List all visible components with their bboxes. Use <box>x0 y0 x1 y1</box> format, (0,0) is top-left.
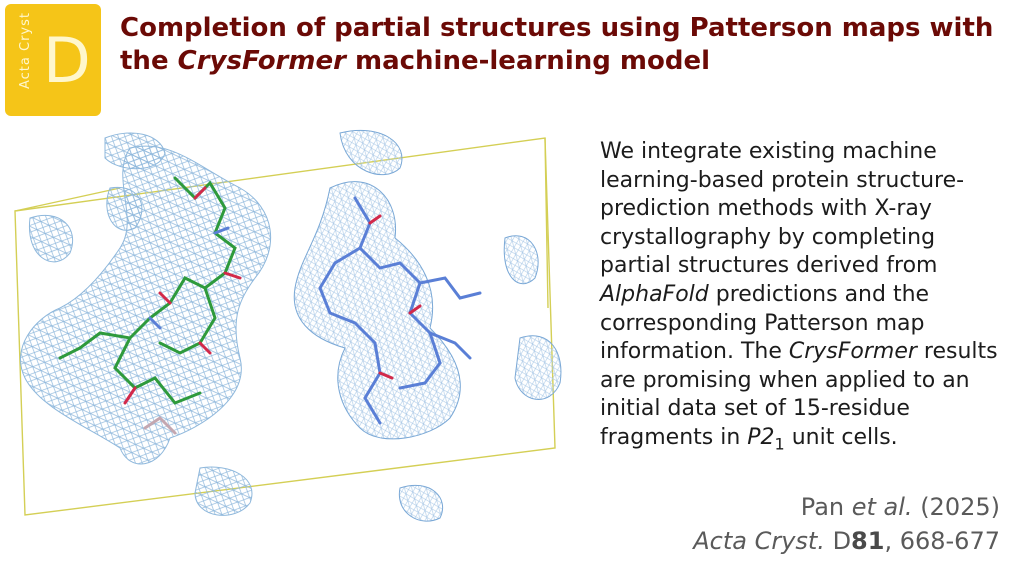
abstract-model-name: CrysFormer <box>788 339 917 365</box>
citation-et-al: et al. <box>851 493 913 521</box>
citation <box>693 490 1000 558</box>
abstract-part-3: results are promising when applied to an initial data set of 15-residue fragments in <box>600 339 998 450</box>
citation-authors: Pan <box>800 493 852 521</box>
abstract-part-1: We integrate existing machine learning-based protein structure-prediction methods with X-ray crystallography by completing partial structures derived from <box>600 139 965 279</box>
density-mesh-right <box>294 130 561 521</box>
citation-volume: 81 <box>851 527 885 555</box>
abstract-text <box>600 138 1000 459</box>
citation-pages: , 668-677 <box>884 527 1000 555</box>
citation-journal: Acta Cryst. <box>693 527 825 555</box>
abstract-method-name: AlphaFold <box>600 281 709 307</box>
logo-journal-name: Acta Cryst <box>18 12 33 89</box>
title-line-1: Completion of partial structures using Patterson maps with <box>120 13 994 43</box>
abstract-part-2: predictions and the corresponding Patterson map information. The <box>600 281 930 365</box>
page-title <box>120 12 1000 78</box>
abstract-space-group: P2 <box>747 424 775 450</box>
electron-density-figure <box>0 128 570 523</box>
title-model-name: CrysFormer <box>177 46 346 76</box>
title-line-2-prefix: the <box>120 46 178 76</box>
title-line-2-suffix: machine-learning model <box>345 46 711 76</box>
logo-section-letter: D <box>43 24 91 97</box>
abstract-space-group-subscript: 1 <box>774 434 785 454</box>
abstract-part-4: unit cells. <box>784 424 898 450</box>
journal-logo <box>5 4 101 116</box>
citation-section: D <box>824 527 852 555</box>
citation-year: (2025) <box>912 493 1000 521</box>
